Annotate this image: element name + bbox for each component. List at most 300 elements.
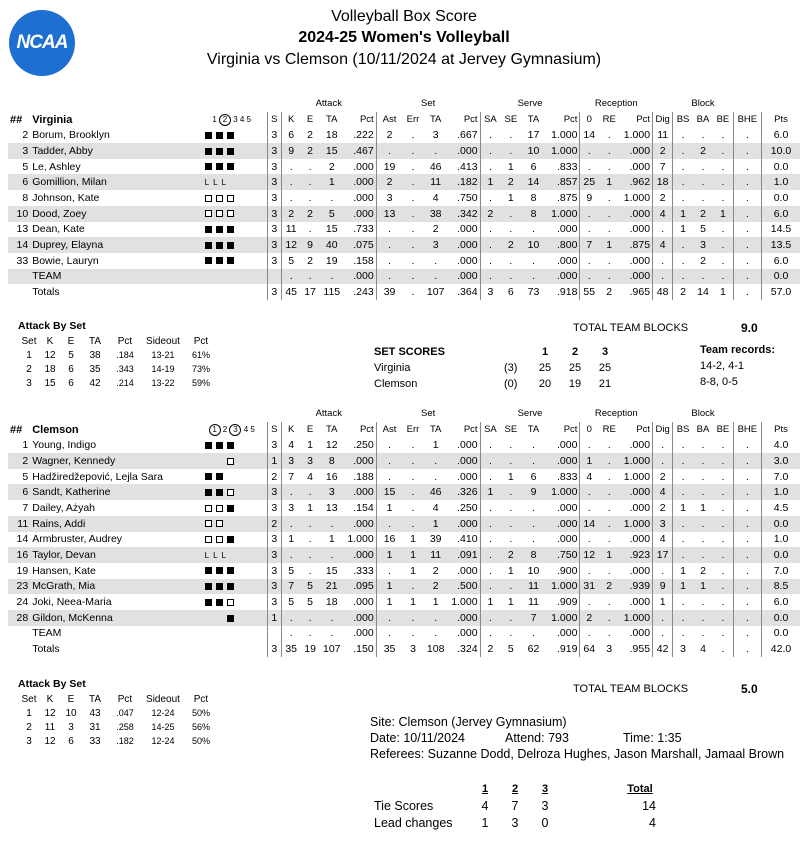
stat-e: 1 [307,501,314,514]
stat-re: . [598,269,620,285]
stat-k: 12 [281,237,300,253]
stat-sa: . [480,159,500,175]
set-score-team: Clemson [374,378,418,390]
player-name: Dood, Zoey [30,206,196,222]
player-name: McGrath, Mia [30,579,196,595]
stat-bhe: . [733,516,761,532]
stat-re: 1 [598,237,620,253]
serve-group-header: Serve [517,98,543,110]
total-ast: 35 [376,641,402,657]
virginia-total-team-blocks [573,321,758,335]
attack-by-set-cell: 10 [65,707,77,719]
stat-serr: . [411,439,415,452]
stat-pct: .000 [353,627,374,640]
attack-by-set-cell: 6 [68,377,74,389]
stat-srta: 6 [530,160,537,173]
attack-by-set-header: Pct [117,693,133,705]
stat-ta: 18 [325,129,338,142]
jersey-number [8,269,30,285]
attack-by-set-cell: 5 [68,349,74,361]
stat-sta: 1 [432,439,439,452]
stat-pct: .000 [344,453,376,469]
doc-title: Volleyball Box Score [331,8,477,25]
stat-sa: . [480,269,500,285]
col-header-ta: TA [429,114,442,126]
col-header-bhe: BHE [733,112,761,128]
stat-ta: 21 [320,579,344,595]
jersey-number: 5 [22,470,29,483]
stat-dig: . [653,610,673,626]
stat-bhe: . [733,469,761,485]
set-number: 4 [243,424,249,434]
stat-r0: . [580,437,598,453]
attack-by-set-cell: 6 [68,363,74,375]
col-header-bs: BS [673,422,693,438]
col-header-0: 0 [580,422,598,438]
stat-se: . [509,501,513,514]
stat-be: . [713,143,733,159]
set-played-filled-icon [216,442,223,449]
jersey-number: 2 [8,453,30,469]
stat-srpct: .000 [546,453,580,469]
sets-played [197,206,268,222]
attack-by-set-row [18,734,218,748]
stat-r0: 14 [580,127,598,143]
col-header-bhe: BHE [733,422,761,438]
player-row [8,127,800,143]
col-header-pct: Pct [463,114,478,126]
stat-rpct: 1.000 [623,129,651,142]
stat-dig: 4 [653,484,673,500]
sets-played [197,159,268,175]
stat-k: . [281,626,300,642]
stat-k: . [281,159,300,175]
jersey-number: 5 [22,160,29,173]
set-played-filled-icon [227,615,234,622]
stat-bs: . [673,484,693,500]
stat-r0: . [580,500,598,516]
stat-ba: . [701,129,705,142]
attack-by-set-cell: 18 [44,363,56,375]
stat-dig: 11 [653,127,673,143]
stat-rpct: 1.000 [623,191,651,204]
attendance: Attend: 793 [505,731,569,745]
stat-ast: 1 [376,547,402,563]
stat-bs: . [673,532,693,548]
col-header-pts: Pts [761,112,800,128]
stat-srta: 11 [528,596,539,609]
stat-bhe: . [733,237,761,253]
stat-e: 5 [307,596,314,609]
total-sa: 3 [480,284,500,300]
stat-ta: 1 [328,533,335,546]
total-r0: 55 [580,284,598,300]
set-score-header: 2 [571,346,579,358]
total-pct: .150 [353,643,374,656]
stat-srpct: .000 [557,533,578,546]
stat-e: . [301,516,320,532]
stat-k: 1 [281,532,300,548]
stat-pct: .000 [344,547,376,563]
stat-srta: 10 [521,237,545,253]
stat-pct: .000 [344,269,376,285]
stat-srta: . [532,501,535,514]
total-se: 6 [507,286,514,299]
stat-ba: . [701,533,705,546]
stat-rpct: .000 [629,564,651,577]
player-row [8,626,800,642]
stat-spct: 1.000 [451,596,478,609]
stat-serr: . [402,269,423,285]
stat-s: 2 [267,469,281,485]
jersey-number: 23 [8,579,30,595]
stat-spct: .500 [448,579,480,595]
player-row [8,143,800,159]
stat-srpct: .000 [546,269,580,285]
stat-ta: 1 [320,174,344,190]
stat-dig: 2 [653,190,673,206]
total-serr: 3 [410,643,416,656]
player-name: Duprey, Elayna [30,237,196,253]
stat-s: 1 [267,453,281,469]
stat-rpct: .000 [620,269,652,285]
stat-re: . [607,533,611,546]
stat-dig: . [653,626,673,642]
col-header-se: SE [504,114,518,126]
stat-spct: .000 [457,254,478,267]
stat-k: 7 [281,469,300,485]
col-header-se: SE [504,424,518,436]
attack-by-set-header: Sideout [146,693,180,705]
stat-pts: 0.0 [761,516,800,532]
stat-srpct: .000 [557,254,578,267]
stat-rpct: .000 [620,143,652,159]
stat-se: 1 [507,470,514,483]
set-played-hollow-icon [205,536,212,543]
attack-by-set-cell: .184 [116,350,134,360]
total-rpct: .955 [629,643,651,656]
team-name: Virginia [32,113,73,126]
stat-pts: 14.5 [761,222,800,238]
set-played-filled-icon [227,242,234,249]
stat-pts: 6.0 [761,253,800,269]
stat-ba: 2 [700,254,706,267]
attack-by-set-cell: 6 [68,735,74,747]
stat-bhe: . [733,253,761,269]
attack-by-set-cell: 50% [191,708,210,718]
set-played-filled-icon [205,473,212,480]
attack-by-set-cell: 12 [44,735,56,747]
attack-by-set-cell: 59% [191,378,210,388]
stat-spct: .000 [448,143,480,159]
col-header-k: K [281,422,300,438]
stat-re: . [607,564,611,577]
stat-s: 2 [267,516,281,532]
stat-sta: 4 [432,501,439,514]
stat-sa: . [480,437,500,453]
col-header-pct: Pct [463,424,478,436]
block-group-header: Block [691,408,715,420]
sets-played [197,190,268,206]
stat-r0: 7 [580,237,598,253]
stat-re: . [607,596,611,609]
jersey-number: 10 [8,206,30,222]
stat-sa: . [480,563,500,579]
sets-played [197,143,268,159]
attack-by-set-cell: 15 [44,377,56,389]
set-played-filled-icon [216,132,223,139]
total-pts: 57.0 [761,284,800,300]
stat-bs: . [673,237,693,253]
stat-r0: . [580,594,598,610]
col-header-pts: Pts [761,422,800,438]
attack-by-set-cell: 33 [89,735,101,747]
total-spct: .324 [457,643,478,656]
stat-e: 2 [307,254,314,267]
set-played-filled-icon [205,599,212,606]
jersey-number: 14 [16,533,29,546]
doc-subtitle: 2024-25 Women's Volleyball [298,29,510,46]
stat-pct: .000 [344,206,376,222]
attack-by-set-cell: 50% [191,736,210,746]
stat-ta: 18 [325,596,338,609]
col-header-re: RE [602,114,616,126]
stat-k: . [281,516,300,532]
attack-by-set-cell: 12 [44,707,56,719]
stat-be: . [721,564,725,577]
set-played-filled-icon [227,132,234,139]
stat-sta: . [424,610,448,626]
total-s: 3 [267,641,281,657]
stat-s: 3 [267,127,281,143]
attack-by-set-cell: 56% [191,722,210,732]
sets-header [197,422,268,438]
stat-dig: . [653,563,673,579]
stat-se: . [500,516,521,532]
set-score: 25 [598,362,612,374]
sets-played [197,127,268,143]
stat-rpct: .000 [629,223,651,236]
stat-bs: . [673,253,693,269]
stat-spct: .667 [457,129,478,142]
stat-pct: .467 [344,143,376,159]
attack-by-set-header: K [46,335,54,347]
stat-ba: 2 [693,143,713,159]
stat-srpct: .833 [557,470,578,483]
sets-played [197,269,268,285]
libero-marker: L [221,550,226,560]
stat-se: . [509,627,513,640]
time: Time: 1:35 [623,731,682,745]
stat-ba: 3 [693,237,713,253]
stat-pts: 1.0 [761,484,800,500]
total-se: 5 [507,643,514,656]
stat-srpct: .750 [546,547,580,563]
col-header-ast: Ast [376,112,402,128]
stat-r0: 9 [580,190,598,206]
stat-s: 3 [267,437,281,453]
stat-k: . [281,484,300,500]
game-info [370,714,800,762]
stat-k: 7 [281,579,300,595]
stat-r0: 31 [580,579,598,595]
stat-bs: . [673,453,693,469]
stat-k: 5 [281,563,300,579]
stat-serr: 1 [402,547,423,563]
ties-header: 1 [481,782,489,795]
set-played-marker: 1 [209,424,221,436]
player-name: Rains, Addi [30,516,196,532]
total-team-blocks-value: 5.0 [741,682,758,696]
player-row [8,500,800,516]
stat-e: 5 [301,579,320,595]
stat-re: . [607,129,611,142]
stat-s [267,626,281,642]
stat-spct: .342 [448,206,480,222]
set-played-hollow-icon [216,210,223,217]
stat-ta: . [320,269,344,285]
stat-be: . [713,610,733,626]
stat-dig: 17 [653,547,673,563]
stat-pct: .733 [353,223,374,236]
stat-pts: 13.5 [761,237,800,253]
stat-k: 5 [281,253,300,269]
set-played-hollow-icon [216,520,223,527]
total-srta: 62 [527,643,540,656]
total-bs: 2 [673,284,693,300]
stat-se: 1 [507,596,514,609]
stat-ast: . [376,269,402,285]
stat-ta: 15 [320,143,344,159]
stat-ta: . [320,547,344,563]
stat-pct: .095 [344,579,376,595]
stat-pct: .333 [353,564,374,577]
player-row [8,190,800,206]
set-played-filled-icon [227,567,234,574]
stat-rpct: .000 [629,439,651,452]
stat-ta: 5 [320,206,344,222]
stat-be: . [713,174,733,190]
stat-sa: 1 [480,174,500,190]
stat-e: 9 [301,237,320,253]
total-dig: 42 [653,641,673,657]
sets-played [197,437,268,453]
stat-bs: . [673,626,693,642]
stat-serr: . [402,453,423,469]
player-row [8,484,800,500]
stat-srta: . [532,223,535,236]
set-played-filled-icon [216,473,223,480]
stat-rpct: .000 [629,533,651,546]
stat-rpct: .000 [629,501,651,514]
stat-bhe: . [733,532,761,548]
stat-re: . [607,501,611,514]
set-played-hollow-icon [227,195,234,202]
set-number: 2 [222,424,228,434]
stat-ba: . [693,547,713,563]
stat-re: . [598,206,620,222]
col-header-bs: BS [673,112,693,128]
stat-be: . [721,501,725,514]
stat-re: . [607,160,611,173]
stat-k: 2 [281,206,300,222]
stat-pts: 1.0 [761,174,800,190]
total-pct: .243 [353,286,374,299]
referees: Referees: Suzanne Dodd, Delroza Hughes, Jason Marshall, Jamaal Brown [370,747,785,761]
stat-ba: 5 [700,223,706,236]
sets-played [197,610,268,626]
stat-sa: . [480,127,500,143]
attack-by-set-header: TA [88,335,102,347]
stat-sta: 11 [424,547,448,563]
stat-s: 3 [267,222,281,238]
stat-s: 3 [267,594,281,610]
total-srpct: .918 [557,286,578,299]
player-row [8,532,800,548]
stat-bhe: . [733,453,761,469]
stat-sta: 3 [424,237,448,253]
stat-sta: 2 [432,223,439,236]
player-row [8,237,800,253]
total-ba: 14 [697,286,709,299]
set-played-hollow-icon [227,599,234,606]
ties-label: Tie Scores [374,798,434,813]
set-played-filled-icon [205,489,212,496]
player-name: TEAM [30,269,196,285]
stat-dig: 1 [653,594,673,610]
set-played-filled-icon [216,567,223,574]
ties-total: 4 [649,815,656,830]
set-score: 19 [568,378,582,390]
stat-srpct: .000 [557,439,578,452]
set-played-filled-icon [205,226,212,233]
stat-srpct: .000 [557,223,578,236]
stat-srpct: .000 [557,627,578,640]
stat-dig: 9 [653,579,673,595]
attack-by-set-cell: .258 [116,722,134,732]
player-name: Joki, Neea-Maria [32,596,112,609]
stat-re: . [607,627,611,640]
attack-by-set-header: Set [21,335,37,347]
jersey-number: 3 [8,143,30,159]
set-played-filled-icon [205,583,212,590]
attack-by-set-cell: .182 [116,736,134,746]
stat-re: . [598,610,620,626]
total-sta: 108 [426,643,445,656]
stat-spct: .000 [448,269,480,285]
stat-e: . [301,547,320,563]
col-header-be: BE [716,114,730,126]
stat-bs: 1 [673,500,693,516]
stat-pct: .000 [353,160,374,173]
stat-srpct: 1.000 [551,129,578,142]
jersey-number: 16 [8,547,30,563]
stat-spct: .000 [457,470,478,483]
stat-e: . [308,564,312,577]
attack-by-set-cell: 12 [44,349,56,361]
stat-re: 2 [598,579,620,595]
stat-srta: 8 [521,547,545,563]
stat-spct: .182 [448,174,480,190]
stat-ta: 15 [325,223,338,236]
sets-played [197,174,268,190]
attack-by-set-cell: 12-24 [151,736,175,746]
col-header-re: RE [602,424,616,436]
stat-k: 3 [281,453,300,469]
stat-pct: .154 [353,501,374,514]
stat-s: 3 [267,143,281,159]
total-ba: 4 [700,643,706,656]
